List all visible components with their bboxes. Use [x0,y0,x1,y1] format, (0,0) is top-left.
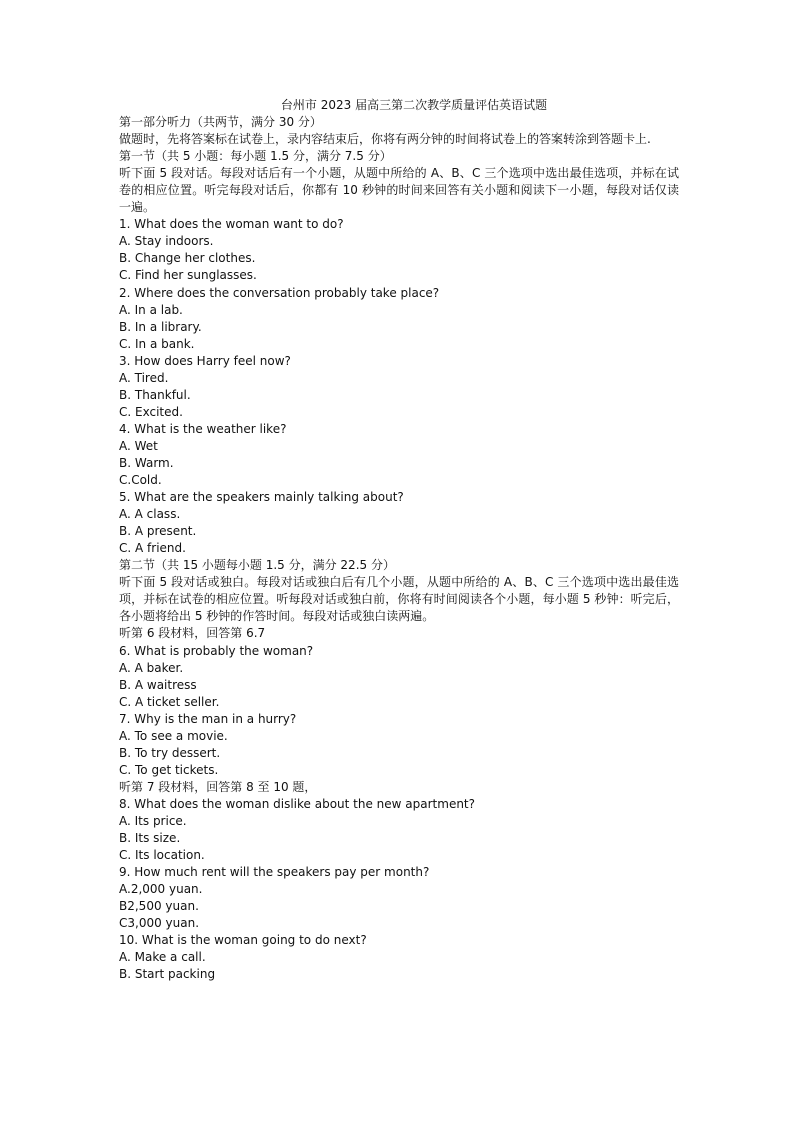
option-b: B. Change her clothes. [119,251,256,266]
question-text: 10. What is the woman going to do next? [119,933,367,948]
document-content [119,97,679,983]
option-b: B. A present. [119,524,197,539]
option-b: B. In a library. [119,319,202,334]
question-2 [119,285,679,353]
question-text: 9. How much rent will the speakers pay per month? [119,865,430,880]
question-text: 6. What is probably the woman? [119,643,314,658]
option-a: A. In a lab. [119,302,183,317]
question-text: 8. What does the woman dislike about the new apartment? [119,796,476,811]
option-b: B. To try dessert. [119,745,221,760]
question-text: 7. Why is the man in a hurry? [119,711,297,726]
option-b: B. Thankful. [119,387,191,402]
option-c: C3,000 yuan. [119,916,200,931]
document-title: 台州市 2023 届高三第二次教学质量评估英语试题 [280,98,548,112]
option-a: A. Wet [119,438,158,453]
question-text: 1. What does the woman want to do? [119,217,344,232]
option-c: C. Find her sunglasses. [119,268,257,283]
question-1 [119,216,679,284]
material7-heading: 听第 7 段材料，回答第 8 至 10 题， [119,779,317,794]
option-c: C. To get tickets. [119,762,219,777]
option-b: B. Warm. [119,455,174,470]
section2-instructions: 听下面 5 段对话或独白。每段对话或独白后有几个小题，从题中所给的 A、B、C 三个选项中选出最佳选项，并标在试卷的相应位置。听每段对话或独白前，你将有时间阅读各个小题，每小题 5 秒钟：听完后，各小题将给出 5 秒钟的作答时间。每段对话或独白读两遍。 [119,575,679,624]
question-7 [119,711,679,779]
question-5 [119,489,679,557]
option-b: B. Start packing [119,967,216,982]
question-text: 5. What are the speakers mainly talking about? [119,490,404,505]
question-8 [119,796,679,864]
option-a: A. A baker. [119,660,184,675]
option-a: A. Tired. [119,370,169,385]
option-a: A.2,000 yuan. [119,882,203,897]
part1-instructions: 做题时，先将答案标在试卷上，录内容结束后，你将有两分钟的时间将试卷上的答案转涂到答题卡上. [119,132,651,147]
option-b: B. Its size. [119,831,181,846]
section1-heading: 第一节（共 5 小题：每小题 1.5 分，满分 7.5 分） [119,149,392,164]
material6-heading: 听第 6 段材料，回答第 6.7 [119,626,266,641]
part1-heading: 第一部分听力（共两节，满分 30 分） [119,115,322,130]
option-a: A. Its price. [119,813,187,828]
question-10 [119,932,679,983]
question-4 [119,421,679,489]
option-c: C. Its location. [119,848,205,863]
question-text: 3. How does Harry feel now? [119,353,291,368]
option-c: C. A friend. [119,541,186,556]
section2-heading: 第二节（共 15 小题每小题 1.5 分，满分 22.5 分） [119,558,395,573]
question-9 [119,864,679,932]
option-c: C.Cold. [119,473,162,488]
option-c: C. In a bank. [119,336,195,351]
question-text: 2. Where does the conversation probably take place? [119,285,440,300]
section1-instructions: 听下面 5 段对话。每段对话后有一个小题，从题中所给的 A、B、C 三个选项中选出最佳选项，并标在试卷的相应位置。听完每段对话后，你都有 10 秒钟的时间来回答有关小题和阅读下一小题，每段对话仅读一遍。 [119,166,679,215]
option-b: B. A waitress [119,677,197,692]
option-a: A. To see a movie. [119,728,228,743]
question-text: 4. What is the weather like? [119,421,287,436]
option-c: C. A ticket seller. [119,694,220,709]
question-6 [119,643,679,711]
option-a: A. Make a call. [119,950,206,965]
option-c: C. Excited. [119,404,183,419]
question-3 [119,353,679,421]
option-a: A. A class. [119,507,181,522]
option-a: A. Stay indoors. [119,234,214,249]
option-b: B2,500 yuan. [119,899,199,914]
